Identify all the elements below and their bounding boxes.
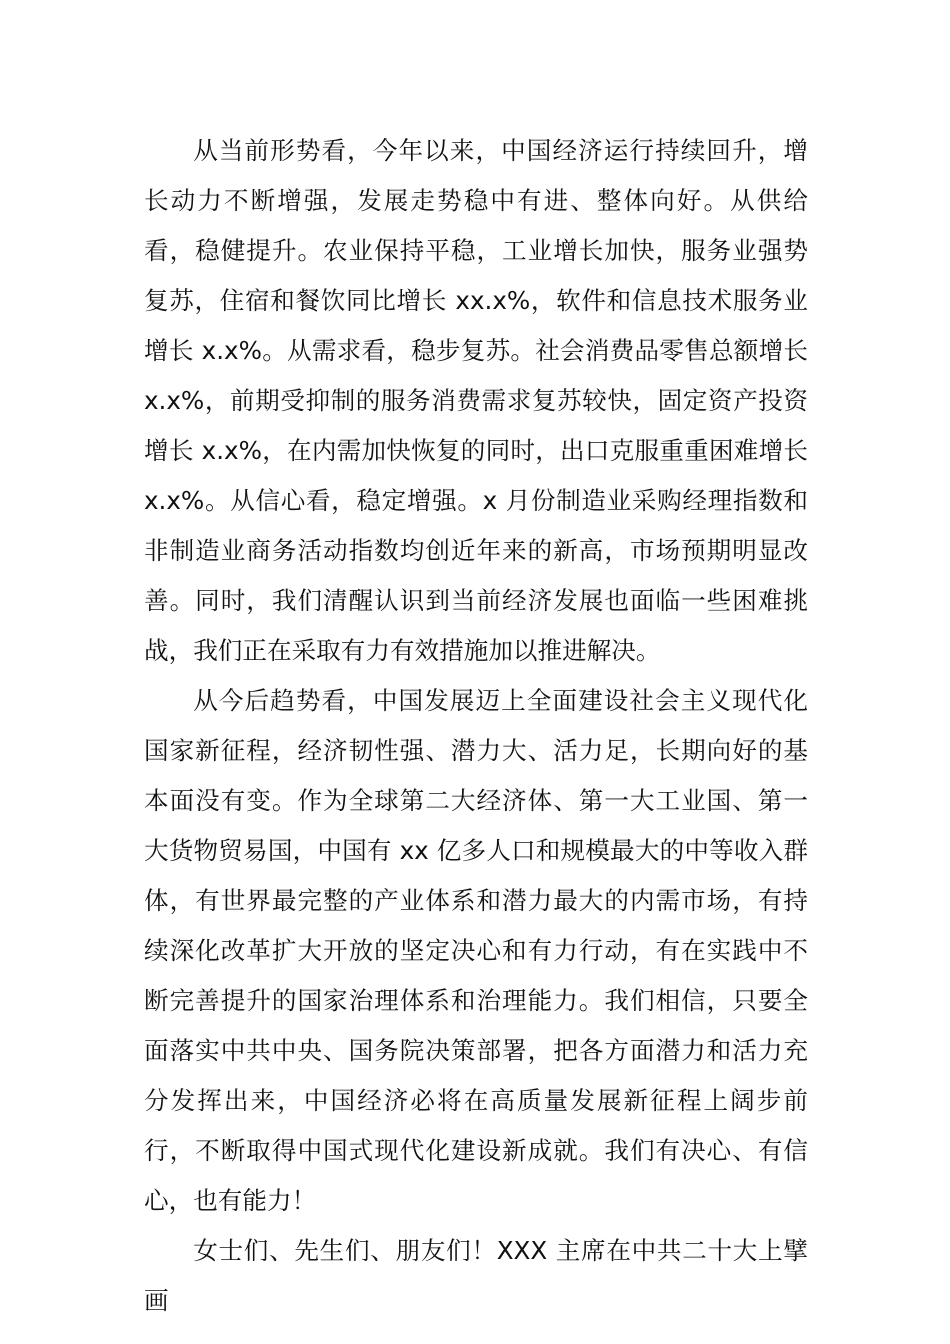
paragraph-future-trend: 从今后趋势看，中国发展迈上全面建设社会主义现代化国家新征程，经济韧性强、潜力大、活力足，长期向好的基本面没有变。作为全球第二大经济体、第一大工业国、第一大货物贸易国，中国有 xx 亿多人口和规模最大的中等收入群体，有世界最完整的产业体系和潜力最大的内需市场，有持续深化改革扩大开放的坚定决心和有力行动，有在实践中不断完善提升的国家治理体系和治理能力。我们相信，只要全面落实中共中央、国务院决策部署，把各方面潜力和活力充分发挥出来，中国经济必将在高质量发展新征程上阔步前行，不断取得中国式现代化建设新成就。我们有决心、有信心，也有能力！ <box>144 686 808 1215</box>
paragraph-current-situation: 从当前形势看，今年以来，中国经济运行持续回升，增长动力不断增强，发展走势稳中有进、整体向好。从供给看，稳健提升。农业保持平稳，工业增长加快，服务业强势复苏，住宿和餐饮同比增长 xx.x%，软件和信息技术服务业增长 x.x%。从需求看，稳步复苏。社会消费品零售总额增长 x.x%，前期受抑制的服务消费需求复苏较快，固定资产投资增长 x.x%，在内需加快恢复的同时，出口克服重重困难增长 x.x%。从信心看，稳定增强。x 月份制造业采购经理指数和非制造业商务活动指数均创近年来的新高，市场预期明显改善。同时，我们清醒认识到当前经济发展也面临一些困难挑战，我们正在采取有力有效措施加以推进解决。 <box>144 136 808 665</box>
paragraph-greeting: 女士们、先生们、朋友们！XXX 主席在中共二十大上擘画 <box>144 1236 808 1315</box>
document-body <box>144 126 808 1326</box>
